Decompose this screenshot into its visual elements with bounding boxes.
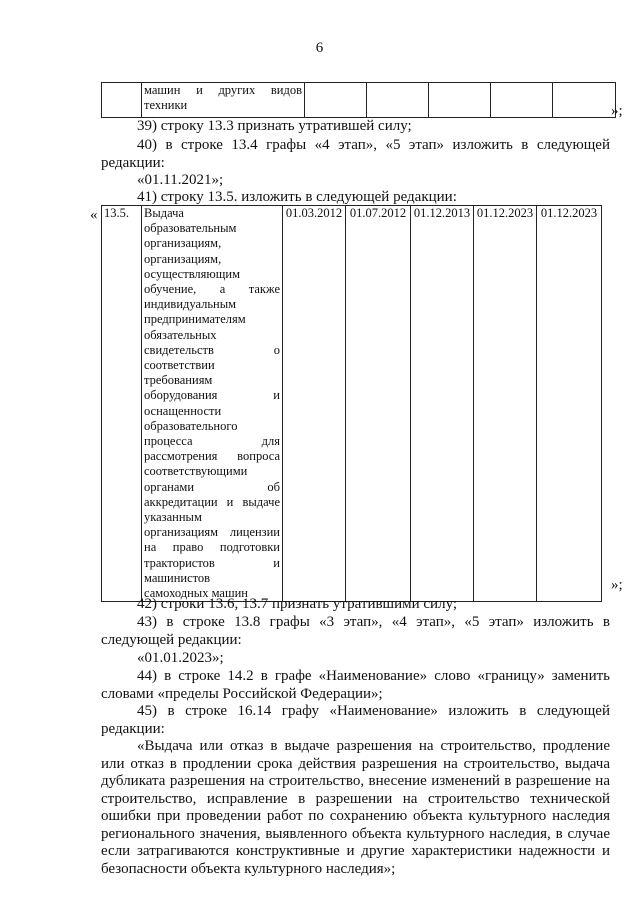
paragraph-40-value: «01.11.2021»;: [137, 172, 224, 188]
name-line: машин и других видов: [144, 83, 302, 97]
name-line: органами об: [144, 479, 280, 494]
name-line: указанным: [144, 510, 202, 525]
table-row-13-5: [101, 205, 602, 602]
paragraph-43-value: «01.01.2023»;: [137, 650, 224, 666]
name-line: процесса для: [144, 434, 280, 449]
table-cell-name: [142, 206, 283, 602]
name-line: образовательным: [144, 221, 237, 236]
table-cell-stage-5: 01.12.2023: [537, 206, 602, 602]
paragraph-45-quote: «Выдача или отказ в выдаче разрешения на строительство, продление или отказ в продлении срока действия разрешения на строительство, выдача дубликата разрешения на строительство, внесение изменений в разрешение на строительство, исправление в разрешении на строительство технической ошибки при проведении работ по сохранению объекта культурного наследия регионального значения, выявленного объекта культурного наследия, в случае если затрагиваются конструктивные и другие характеристики надежности и безопасности объекта культурного наследия»;: [101, 738, 610, 877]
name-line: требованиям: [144, 373, 213, 388]
table-cell-stage-2: 01.07.2012: [346, 206, 411, 602]
closing-quote: »;: [611, 103, 623, 119]
name-line: техники: [144, 98, 188, 112]
name-line: трактористов и: [144, 555, 280, 570]
paragraph-42: 42) строки 13.6, 13.7 признать утратившими силу;: [137, 596, 458, 612]
table-fragment-top: [101, 82, 616, 118]
paragraph-44: 44) в строке 14.2 в графе «Наименование» слово «границу» заменить словами «пределы Российской Федерации»;: [101, 668, 610, 702]
table-cell-stage-3: 01.12.2013: [411, 206, 474, 602]
table-cell-number: 13.5.: [102, 206, 142, 602]
opening-quote: «: [90, 207, 98, 223]
name-line: индивидуальным: [144, 297, 237, 312]
table-cell-stage: [367, 83, 429, 118]
name-line: организациям,: [144, 251, 222, 266]
name-line: аккредитации и выдаче: [144, 494, 280, 509]
name-line: организациям лицензии: [144, 525, 280, 540]
paragraph-41: 41) строку 13.5. изложить в следующей редакции:: [137, 189, 457, 205]
table-cell-stage-1: 01.03.2012: [283, 206, 346, 602]
name-line: на право подготовки: [144, 540, 280, 555]
name-line: машинистов: [144, 570, 211, 585]
table-cell-name: [142, 83, 305, 118]
table-cell-stage: [491, 83, 553, 118]
name-line: свидетельств о: [144, 342, 280, 357]
name-line: осуществляющим: [144, 266, 240, 281]
name-line: оснащенности: [144, 403, 222, 418]
paragraph-40: 40) в строке 13.4 графы «4 этап», «5 этап» изложить в следующей редакции:: [101, 137, 610, 171]
name-line: соответствии: [144, 358, 215, 373]
name-line: оборудования и: [144, 388, 280, 403]
name-line: предпринимателям: [144, 312, 246, 327]
paragraph-45: 45) в строке 16.14 графу «Наименование» изложить в следующей редакции:: [101, 703, 610, 737]
name-line: обязательных: [144, 327, 217, 342]
table-cell-stage: [305, 83, 367, 118]
table-cell-stage: [429, 83, 491, 118]
paragraph-39: 39) строку 13.3 признать утратившей силу;: [137, 118, 412, 134]
paragraph-43: 43) в строке 13.8 графы «3 этап», «4 этап», «5 этап» изложить в следующей редакции:: [101, 614, 610, 648]
table-cell-stage-4: 01.12.2023: [474, 206, 537, 602]
closing-quote: »;: [611, 577, 623, 593]
name-line: самоходных машин: [144, 586, 248, 601]
name-line: организациям,: [144, 236, 222, 251]
table-cell-number: [102, 83, 142, 118]
table-cell-stage: [553, 83, 616, 118]
name-line: соответствующими: [144, 464, 248, 479]
table-row: [102, 83, 616, 118]
name-line: Выдача: [144, 206, 184, 220]
name-line: рассмотрения вопроса: [144, 449, 280, 464]
table-row: [102, 206, 602, 602]
page-number: 6: [315, 40, 324, 56]
name-line: обучение, а также: [144, 282, 280, 297]
name-line: образовательного: [144, 418, 238, 433]
